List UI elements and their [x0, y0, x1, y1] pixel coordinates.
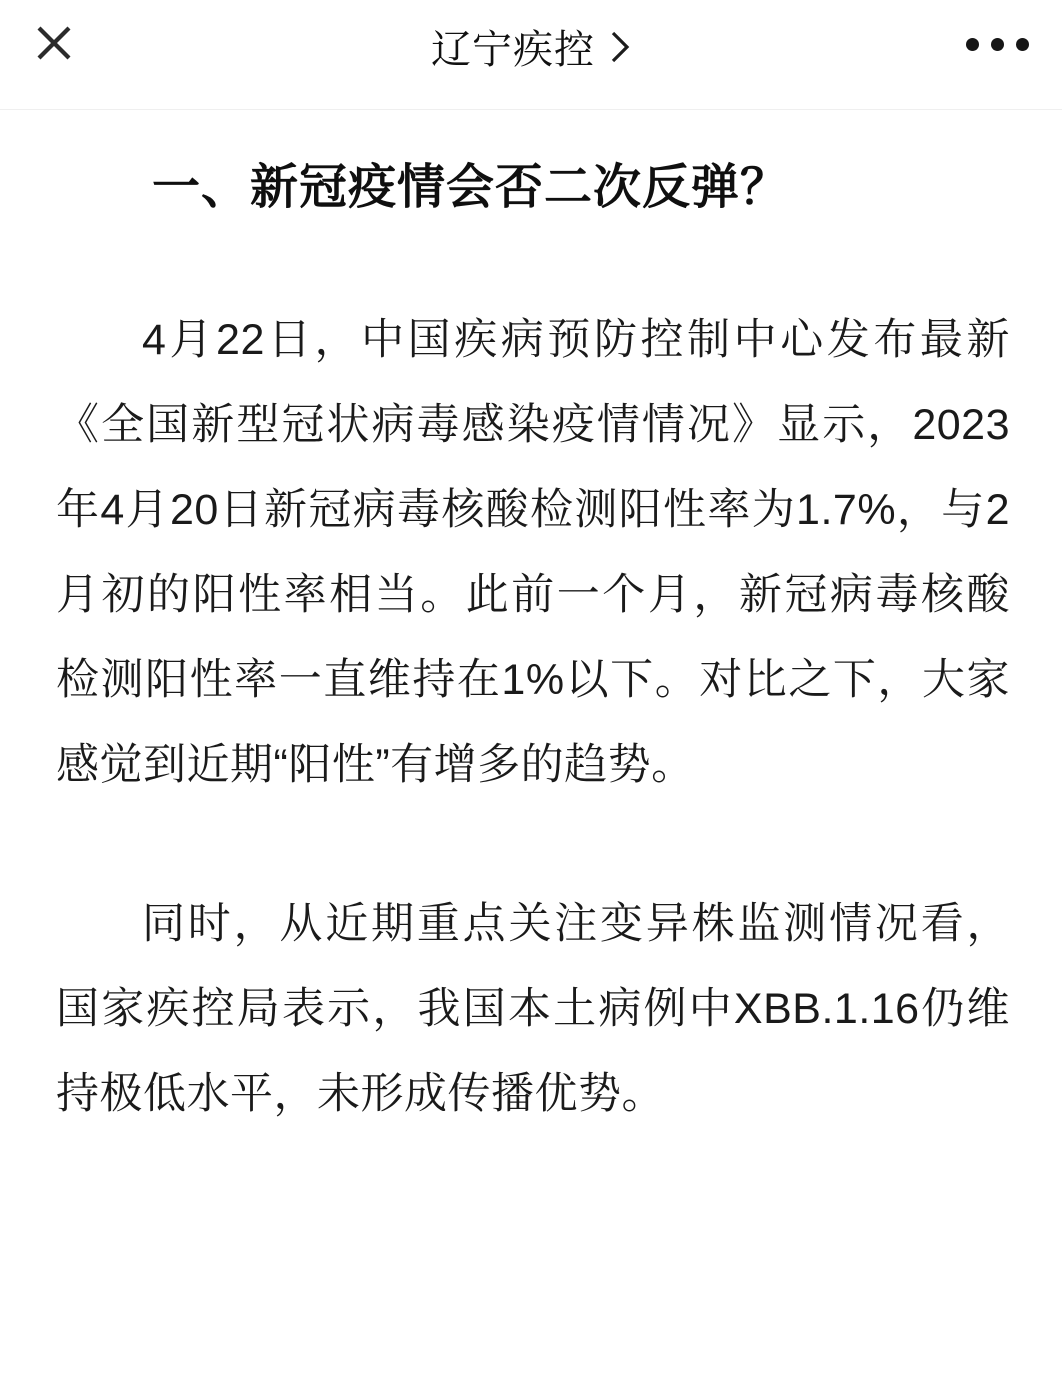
- more-options-button[interactable]: [954, 10, 1040, 78]
- section-heading: 一、新冠疫情会否二次反弹？: [152, 161, 790, 214]
- paragraph-1: 4月22日，中国疾病预防控制中心发布最新《全国新型冠状病毒感染疫情情况》显示，2023年4月20日新冠病毒核酸检测阳性率为1.7%，与2月初的阳性率相当。此前一个月，新冠病毒核酸检测阳性率一直维持在1%以下。对比之下，大家感觉到近期“阳性”有增多的趋势。: [56, 316, 1010, 789]
- account-title[interactable]: [0, 0, 1062, 92]
- paragraph-2: 同时，从近期重点关注变异株监测情况看，国家疾控局表示，我国本土病例中XBB.1.16仍维持极低水平，未形成传播优势。: [56, 900, 1010, 1118]
- more-icon: [966, 38, 1029, 51]
- chevron-right-icon: [609, 27, 631, 67]
- account-name: 辽宁疾控: [431, 27, 595, 72]
- header-bar: [0, 0, 1062, 110]
- article-body: [0, 110, 1062, 1137]
